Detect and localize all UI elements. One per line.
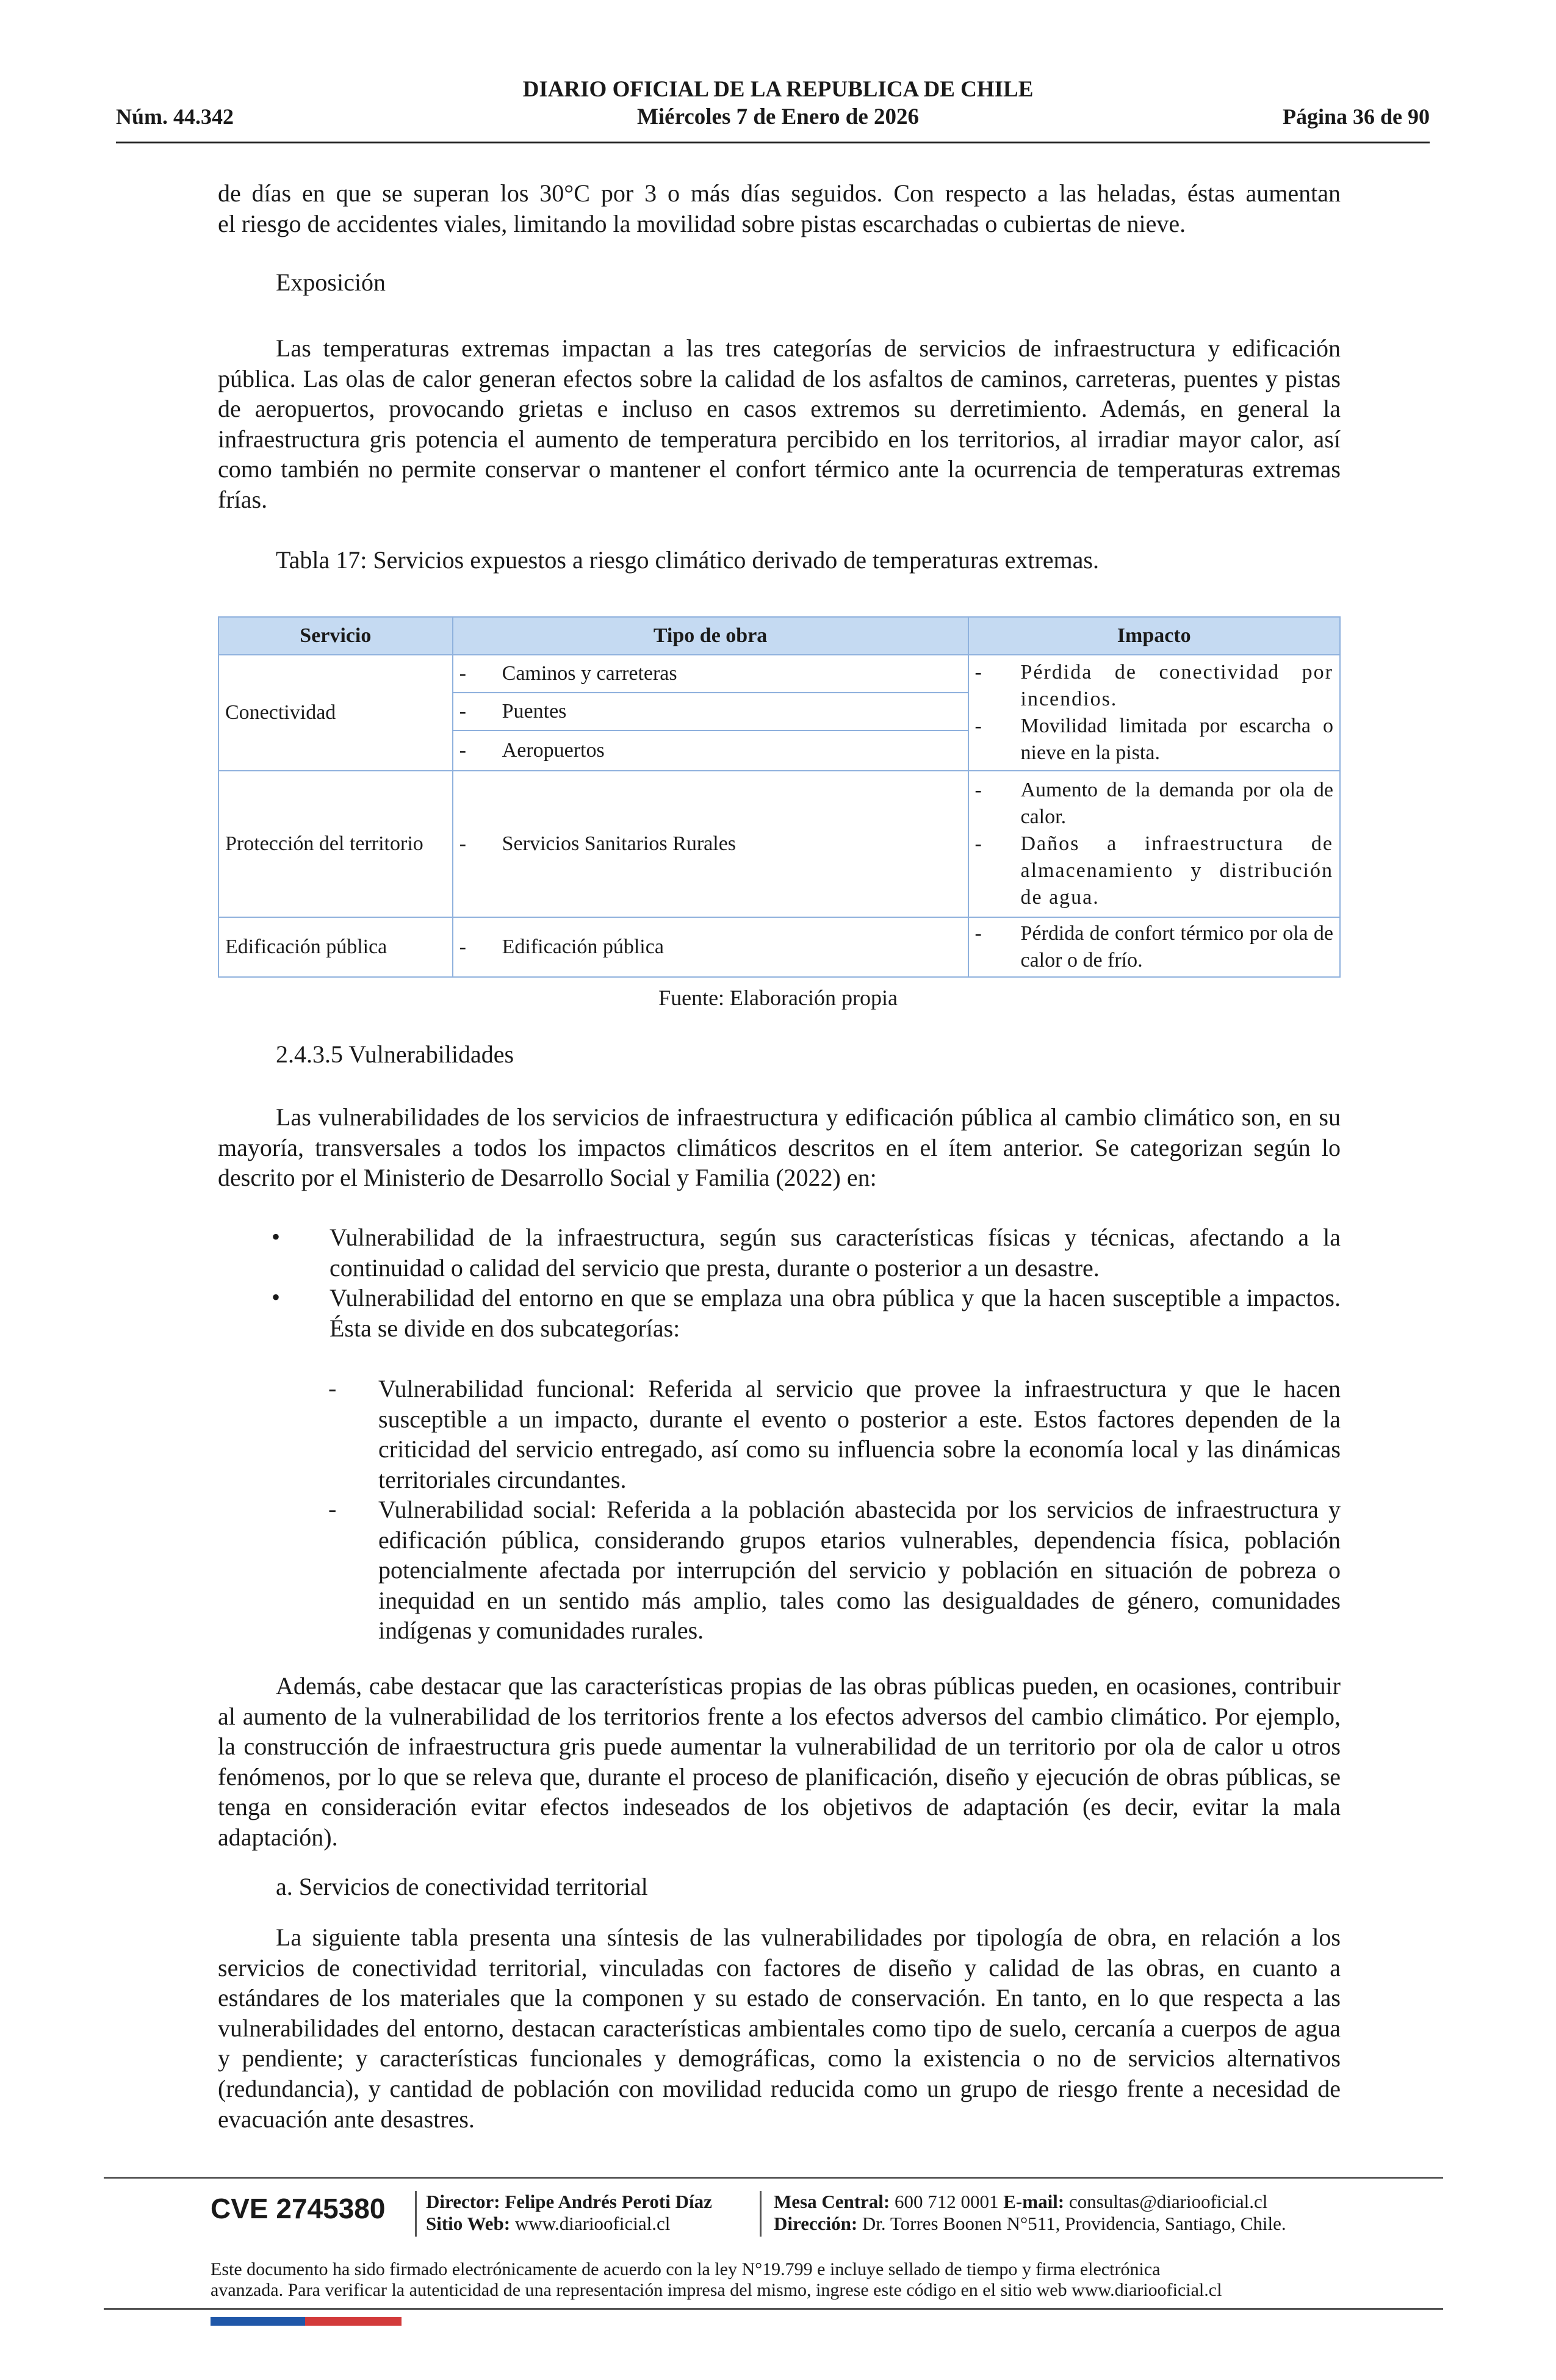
flag-stripe-blue [211, 2317, 305, 2326]
services-exposure-table [218, 616, 1341, 978]
paragraph-ademas-text: Además, cabe destacar que las características propias de las obras públicas pueden, en ocasiones, contribuir al aumento de la vulnerabilidad de los territorios frente a los efectos adversos del cambio climático. Por ejemplo, la construcción de infraestructura gris puede aumentar la vulnerabilidad de un territorio por ola de calor u otros fenómenos, por lo que se releva que, durante el proceso de planificación, diseño y ejecución de obras públicas, se tenga en consideración evitar efectos indeseados de los objetivos de adaptación (es decir, evitar la mala adaptación). [218, 1672, 1341, 1851]
publication-date: Miércoles 7 de Enero de 2026 [636, 104, 920, 129]
heading-conectividad-territorial: a. Servicios de conectividad territorial [276, 1873, 648, 1900]
paragraph-final [218, 1922, 1341, 2134]
dash-marker: - [328, 1374, 337, 1402]
flag-stripe-red [305, 2317, 402, 2326]
page-number: Página 36 de 90 [1282, 104, 1430, 129]
footer-divider-top [104, 2177, 1443, 2179]
footer-separator [415, 2191, 417, 2237]
cell-impacto-edificacion: - Pérdida de confort térmico por ola de calor o de frío. [968, 917, 1341, 977]
paragraph-exposicion-text: Las temperaturas extremas impactan a las tres categorías de servicios de infraestructura y edificación pública. Las olas de calor generan efectos sobre la calidad de los asfaltos de caminos, carreteras, puentes y pistas de aeropuertos, provocando grietas e incluso en casos extremos su derretimiento. Además, en general la infraestructura gris potencia el aumento de temperatura percibido en los territorios, al irradiar mayor calor, así como también no permite conservar o mantener el confort térmico ante la ocurrencia de temperaturas extremas frías. [218, 334, 1341, 513]
continuation-line-1: de días en que se superan los 30°C por 3 o más días seguidos. Con respecto a las heladas, éstas aumentan [218, 179, 1341, 207]
cell-impacto-proteccion: - Aumento de la demanda por ola de calor. - Daños a infraestructura de almacenamiento y distribución de agua. [968, 771, 1341, 917]
cell-obra: - Aeropuertos [453, 730, 968, 771]
issue-number: Núm. 44.342 [116, 104, 234, 129]
footer-director-block: Director: Felipe Andrés Peroti Díaz Sitio Web: www.diariooficial.cl [426, 2191, 712, 2234]
heading-vulnerabilidades: 2.4.3.5 Vulnerabilidades [276, 1040, 514, 1068]
sub-vulnerabilidad-funcional: Vulnerabilidad funcional: Referida al servicio que provee la infraestructura y que le hacen susceptible a un impacto, durante el evento o posterior a este. Estos factores dependen de la criticidad del servicio entregado, así como su influencia sobre la economía local y las dinámicas territoriales circundantes. [378, 1375, 1341, 1493]
continuation-line-2: el riesgo de accidentes viales, limitando la movilidad sobre pistas escarchadas o cubiertas de nieve. [218, 209, 1186, 237]
cell-obra: - Caminos y carreteras [453, 655, 968, 693]
cell-servicio-proteccion: Protección del territorio [218, 771, 453, 917]
heading-exposicion: Exposición [276, 269, 386, 296]
paragraph-final-text: La siguiente tabla presenta una síntesis de las vulnerabilidades por tipología de obra, en relación a los servicios de conectividad territorial, vinculadas con factores de diseño y calidad de las obras, en cuanto a estándares de los materiales que la componen y su estado de conservación. En tanto, en lo que respecta a las vulnerabilidades del entorno, destacan características ambientales como tipo de suelo, cercanía a cuerpos de agua y pendiente; y características funcionales y demográficas, como la existencia o no de servicios alternativos (redundancia), y cantidad de población con movilidad reducida como un grupo de riesgo frente a necesidad de evacuación ante desastres. [218, 1924, 1341, 2133]
header-impacto: Impacto [968, 617, 1341, 655]
paragraph-exposicion [218, 333, 1341, 515]
table-caption: Tabla 17: Servicios expuestos a riesgo climático derivado de temperaturas extremas. [276, 546, 1099, 574]
paragraph-continuation [218, 178, 1341, 239]
table-source: Fuente: Elaboración propia [658, 986, 898, 1010]
footer-divider-bottom [104, 2308, 1443, 2310]
cve-code: CVE 2745380 [211, 2193, 386, 2224]
bullet-infraestructura: Vulnerabilidad de la infraestructura, según sus características físicas y técnicas, afectando a la continuidad o calidad del servicio que presta, durante o posterior a un desastre. [330, 1224, 1341, 1282]
email-link[interactable]: consultas@diariooficial.cl [1068, 2191, 1268, 2212]
header-servicio: Servicio [218, 617, 453, 655]
cell-obra: - Edificación pública [453, 917, 968, 977]
cell-servicio-edificacion: Edificación pública [218, 917, 453, 977]
cell-obra: - Puentes [453, 693, 968, 730]
bullet-marker: • [272, 1223, 281, 1250]
bullet-marker: • [272, 1283, 281, 1311]
cell-impacto-conectividad: - Pérdida de conectividad por incendios. - Movilidad limitada por escarcha o nieve en la pista. [968, 655, 1341, 771]
footer-separator [760, 2191, 762, 2237]
paragraph-ademas [218, 1671, 1341, 1853]
cell-servicio-conectividad: Conectividad [218, 655, 453, 771]
footer-signature-note: Este documento ha sido firmado electrónicamente de acuerdo con la ley N°19.799 e incluye sellado de tiempo y firma electrónica avanzada. Para verificar la autenticidad de una representación impresa del mismo, ingrese este código en el sitio web www.diariooficial.cl [211, 2259, 1222, 2300]
header-tipo-obra: Tipo de obra [453, 617, 968, 655]
table-header-row [218, 617, 1340, 655]
cell-obra: - Servicios Sanitarios Rurales [453, 771, 968, 917]
website-link[interactable]: www.diariooficial.cl [514, 2213, 671, 2234]
table-row [218, 655, 1340, 693]
paragraph-vulnerabilidades [218, 1102, 1341, 1193]
dash-marker: - [328, 1495, 337, 1523]
paragraph-vulnerabilidades-text: Las vulnerabilidades de los servicios de infraestructura y edificación pública al cambio climático son, en su mayoría, transversales a todos los impactos climáticos descritos en el ítem anterior. Se categorizan según lo descrito por el Ministerio de Desarrollo Social y Familia (2022) en: [218, 1103, 1341, 1192]
table-row [218, 771, 1340, 917]
sub-vulnerabilidad-social: Vulnerabilidad social: Referida a la población abastecida por los servicios de infraestructura y edificación pública, considerando grupos etarios vulnerables, dependencia física, población potencialmente afectada por interrupción del servicio y población en situación de pobreza o inequidad en un sentido más amplio, tales como las desigualdades de género, comunidades indígenas y comunidades rurales. [378, 1496, 1341, 1645]
table-row [218, 917, 1340, 977]
footer-contact-block: Mesa Central: 600 712 0001 E-mail: consultas@diariooficial.cl Dirección: Dr. Torres Boonen N°511, Providencia, Santiago, Chile. [774, 2191, 1286, 2234]
bullet-entorno: Vulnerabilidad del entorno en que se emplaza una obra pública y que la hacen susceptible a impactos. Ésta se divide en dos subcategorías: [330, 1284, 1341, 1342]
newspaper-title: DIARIO OFICIAL DE LA REPUBLICA DE CHILE [522, 77, 1034, 102]
header-divider [116, 142, 1430, 143]
